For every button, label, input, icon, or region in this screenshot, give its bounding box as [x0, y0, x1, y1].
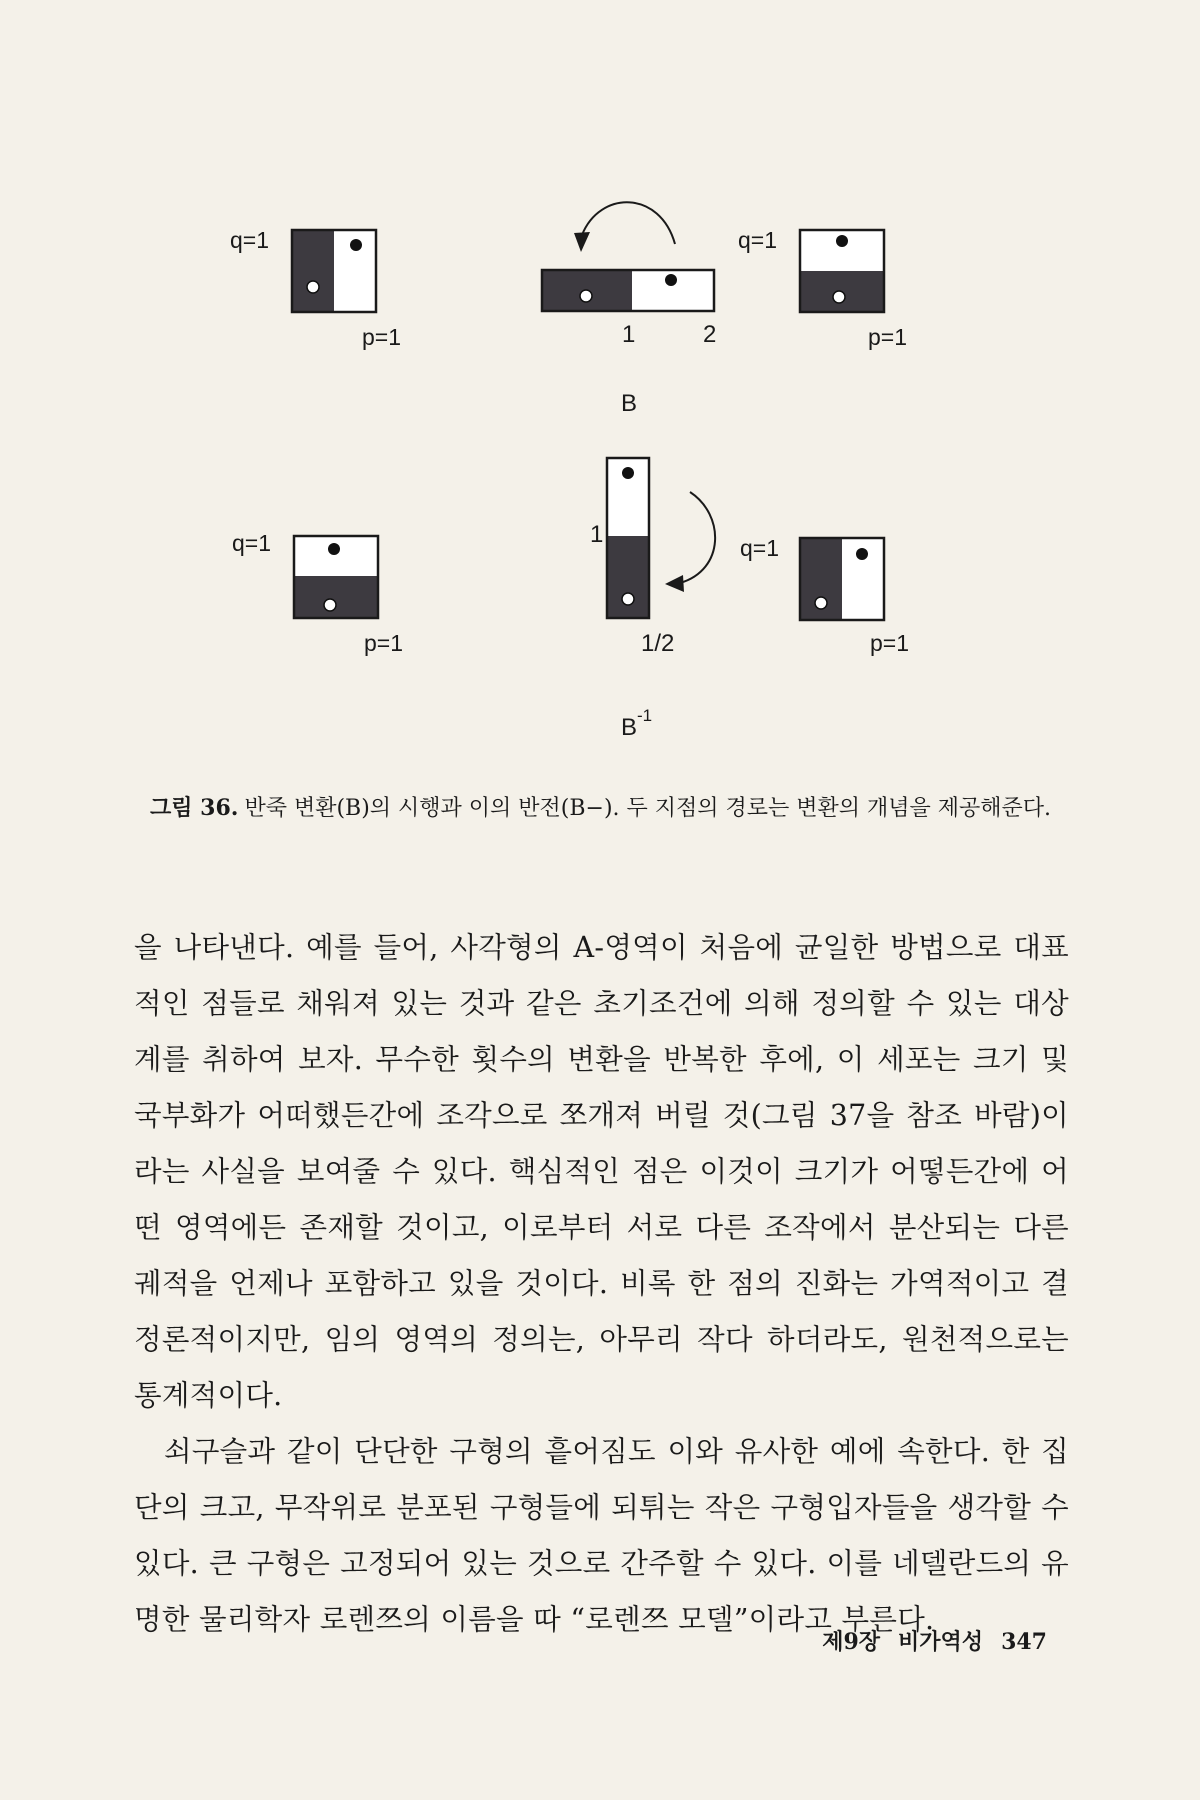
- top-right-q-label: q=1: [738, 227, 778, 253]
- fold-arrow: [680, 492, 715, 583]
- transformation-label-b: B: [621, 390, 638, 417]
- point-black: [622, 467, 634, 479]
- bottom-left-p-label: p=1: [364, 630, 404, 656]
- top-right-square: [800, 230, 884, 312]
- body-paragraph-1: 을 나타낸다. 예를 들어, 사각형의 A-영역이 처음에 균일한 방법으로 대표적인 점들로 채워져 있는 것과 같은 초기조건에 의해 정의할 수 있는 대상계를 취하여 보자. 무수한 횟수의 변환을 반복한 후에, 이 세포는 크기 및 국부화가 어떠했든간에 조각으로 쪼개져 버릴 것(그림 37을 참조 바람)이라는 사실을 보여줄 수 있다. 핵심적인 점은 이것이 크기가 어떻든간에 어떤 영역에든 존재할 것이고, 이로부터 서로 다른 조작에서 분산되는 다른 궤적을 언제나 포함하고 있을 것이다. 비록 한 점의 진화는 가역적이고 결정론적이지만, 임의 영역의 정의는, 아무리 작다 하더라도, 원천적으로는 통계적이다.: [134, 931, 1069, 1412]
- top-right-p-label: p=1: [868, 324, 908, 350]
- bottom-left-square: [294, 536, 378, 618]
- dark-half: [294, 576, 378, 618]
- top-left-q-label: q=1: [230, 227, 270, 253]
- figure-top-row: [230, 202, 907, 417]
- footer-chapter: 제9장: [822, 1629, 881, 1655]
- point-white: [307, 281, 319, 293]
- caption-label: 그림 36.: [150, 795, 239, 821]
- top-left-p-label: p=1: [362, 324, 402, 350]
- point-white: [324, 599, 336, 611]
- body-paragraph-2: 쇠구슬과 같이 단단한 구형의 흩어짐도 이와 유사한 예에 속한다. 한 집단의 크고, 무작위로 분포된 구형들에 되튀는 작은 구형입자들을 생각할 수 있다. 큰 구형은 고정되어 있는 것으로 간주할 수 있다. 이를 네델란드의 유명한 물리학자 로렌쯔의 이름을 따 “로렌쯔 모델”이라고 부른다.: [134, 1435, 1069, 1636]
- bottom-left-q-label: q=1: [232, 530, 272, 556]
- figure-bottom-row: [232, 458, 909, 741]
- point-black: [328, 543, 340, 555]
- point-white: [815, 597, 827, 609]
- bottom-middle-tick-half: 1/2: [641, 630, 675, 657]
- point-black: [350, 239, 362, 251]
- point-black: [665, 274, 677, 286]
- point-black: [856, 548, 868, 560]
- point-white: [622, 593, 634, 605]
- arrow-head-icon: [574, 232, 590, 252]
- page-number: 347: [1001, 1629, 1047, 1655]
- point-black: [836, 235, 848, 247]
- bakers-transformation-figure: [0, 0, 1200, 800]
- arrow-head-icon: [665, 575, 684, 592]
- top-middle-strip: [542, 270, 714, 311]
- caption-text: 반죽 변환(B)의 시행과 이의 반전(B−). 두 지점의 경로는 변환의 개념을 제공해준다.: [244, 796, 1052, 821]
- light-half: [294, 536, 378, 576]
- dark-half: [292, 230, 334, 312]
- bottom-middle-tick-1: 1: [590, 521, 604, 548]
- bottom-right-p-label: p=1: [870, 630, 910, 656]
- rotate-arrow: [582, 202, 675, 244]
- bottom-right-q-label: q=1: [740, 535, 780, 561]
- footer-title: 비가역성: [898, 1629, 984, 1655]
- top-left-square: [292, 230, 376, 312]
- top-middle-tick-1: 1: [622, 321, 636, 348]
- top-middle-tick-2: 2: [703, 321, 717, 348]
- point-white: [580, 290, 592, 302]
- page-footer: [822, 1625, 1047, 1656]
- transformation-label-b-inverse: $B^{-1}$: [621, 706, 653, 741]
- point-white: [833, 291, 845, 303]
- figure-caption: [150, 788, 1055, 829]
- body-text: [134, 920, 1069, 1648]
- bottom-middle-column: [607, 458, 649, 618]
- bottom-right-square: [800, 538, 884, 620]
